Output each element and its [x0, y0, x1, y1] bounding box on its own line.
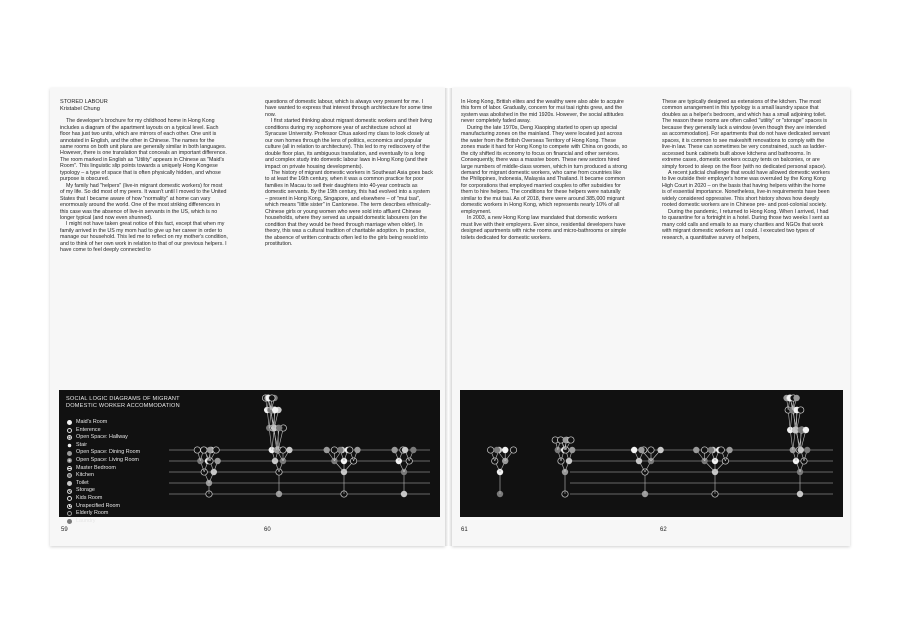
paragraph: The history of migrant domestic workers in Southeast Asia goes back to at least the 16th century, when it was a common practice for poor families in Macau to sell their daughters into 40-year contracts as domestic servants. By the 19th century, this had evolved into a system – present in Hong Kong, Singapore, and elsewhere – of "mui tsai", which means "little sister" in Cantonese. The term describes ethnically-Chinese girls or young women who were sold into affluent Chinese households, where they served as unpaid domestic labourers (on the condition that they would be freed through marriage when older). In theory, this was a cultural tradition of charitable adoption. In practice, the absence of written contracts often led to the girls being resold into prostitution.: [265, 169, 433, 247]
diagram-edge: [269, 428, 272, 450]
legend-label: Maid's Room: [76, 419, 108, 425]
legend-label: Master Bedroom: [76, 464, 116, 471]
social-logic-diagram-left: [59, 390, 440, 517]
diagram-node: [276, 425, 282, 431]
diagram-node: [331, 447, 337, 453]
diagram-node: [803, 427, 809, 433]
article-title: STORED LABOUR: [60, 99, 108, 105]
legend-label: Enterence: [76, 426, 101, 433]
diagram-node: [201, 447, 207, 453]
diagram-title: SOCIAL LOGIC DIAGRAMS OF MIGRANT DOMESTIC WORKER ACCOMMODATION: [66, 396, 180, 409]
diagram-node: [280, 447, 286, 453]
diagram-node: [510, 447, 516, 453]
diagram-node: [804, 447, 810, 453]
diagram-node: [568, 437, 574, 443]
legend-label: Toilet: [76, 479, 89, 486]
article-author: Kristabel Chung: [60, 105, 100, 112]
page-number: 59: [61, 527, 68, 533]
paragraph: The developer's brochure for my childhood home in Hong Kong includes a diagram of the apartment layouts on a typical level. Each floor has just two units, which are mirrors of each other. One unit is annotated in English, and the other in Chinese. The names for the same rooms on both unit plans are generally similar in both languages. However, there is one translation that conceals an important difference. The room marked in English as "Utility" appears in Chinese as "Maid's Room". This linguistic slip points towards a uniquely Hong Kongese typology – a type of space that is often physically hidden, and whose purpose is obscured.: [60, 118, 227, 183]
diagram-node: [324, 447, 330, 453]
legend-label: Storage: [76, 487, 95, 494]
legend-label: Elderly Room: [76, 510, 109, 517]
diagram-node: [638, 447, 644, 453]
diagram-node: [207, 447, 213, 453]
paragraph: questions of domestic labour, which is always very present for me. I have wanted to express that interest through architecture for some time now.: [265, 99, 433, 118]
legend-label: Open Space: Hallway: [76, 434, 128, 441]
diagram-node: [213, 447, 219, 453]
paragraph: In 2003, a new Hong Kong law mandated that domestic workers must live with their employers. Ever since, residential developers have designed apartments with niche rooms and micro-bathrooms or simple toilets dedicated for domestic workers.: [461, 215, 627, 241]
diagram-node: [487, 447, 493, 453]
page-number: 61: [461, 527, 468, 533]
diagram-node: [402, 447, 408, 453]
diagram-node: [726, 447, 732, 453]
diagram-panel-left: [59, 390, 440, 524]
diagram-node: [337, 447, 343, 453]
page-60-text: [265, 99, 433, 247]
paragraph: A recent judicial challenge that would have allowed domestic workers to live outside their employer's home was overruled by the Kong Kong High Court in 2020 – on the basis that having helpers within the home is of essential importance. Nonetheless, live-in requirements have been widely considered oppressive. This short history shows how deeply rooted domestic workers are in Chinese pre- and post-colonial society.: [662, 169, 830, 209]
diagram-node: [272, 407, 278, 413]
diagram-node: [657, 447, 663, 453]
legend-label: Open Space: Living Room: [76, 456, 139, 463]
center-gutter: [445, 88, 452, 546]
paragraph: My family had "helpers" (live-in migrant domestic workers) for most of my life. So did most of my peers. It wasn't until I moved to the United States that I became aware of how "normality" at home can vary enormously around the world. One of the most striking differences in this case was the absence of live-in servants in the US, which is no longer typical (and now even shunned).: [60, 182, 227, 221]
legend-label: Kids Room: [76, 494, 103, 501]
paragraph: During the pandemic, I returned to Hong Kong. When I arrived, I had to quarantine for a fortnight in a hotel. During those two weeks I sent as many cold calls and emails to as many charities and NGOs that work with migrant domestic workers as I could. I executed two types of research, a quantitative survey of helpers,: [662, 208, 830, 241]
diagram-node: [648, 447, 654, 453]
legend-item: [67, 518, 140, 526]
page-number: 62: [660, 527, 667, 533]
diagram-node: [793, 395, 799, 401]
diagram-node: [194, 447, 200, 453]
diagram-edge: [274, 428, 277, 450]
diagram-node: [693, 447, 699, 453]
legend-label: Open Space: Dining Room: [76, 449, 141, 456]
page-59-text: [60, 99, 228, 254]
diagram-node: [569, 447, 575, 453]
page-number: 60: [264, 527, 271, 533]
legend-swatch-icon: [67, 519, 72, 524]
legend-label: Unspecified Room: [76, 502, 121, 509]
legend-label: Stair: [76, 441, 88, 448]
diagram-node: [410, 447, 416, 453]
diagram-node: [718, 447, 724, 453]
diagram-node: [798, 407, 804, 413]
paragraph: I might not have taken great notice of this fact, except that when my family arrived in the US my mom had to give up her career in order to manage our household. This led me to reflect on my mother's condition, and to think of her own work in relation to that of our previous helpers. I have come to feel deeply connected to: [60, 221, 228, 254]
paragraph: In Hong Kong, British elites and the wealthy were also able to acquire this form of labor. Gradually, concern for mui tsai rights grew, and the system was abolished in the mid 1920s. However, the social attitudes never completely faded away.: [461, 99, 624, 125]
diagram-panel-right: [460, 390, 843, 517]
diagram-node: [631, 447, 637, 453]
social-logic-diagram-right: [460, 390, 843, 517]
page-61-text: [461, 99, 629, 241]
paragraph: These are typically designed as extensions of the kitchen. The most common arrangement in this typology is a small laundry space that doubles as a helper's bedroom, and which has a small adjoining toilet. The reason these rooms are often called "utility" or "storage" spaces is because they generally lack a window (even though they are intended as accommodation). For apartments that do not have dedicated servant spaces, it is common to see makeshift renovations to comply with the live-in law. These can sometimes be very constrained, such as ladder-accessed bunk cabinets built above kitchens and bathrooms. In extreme cases, domestic workers occupy tents on balconies, or are simply forced to sleep on the floor (with no dedicated personal space).: [662, 99, 830, 170]
legend-label: Kitchen: [76, 472, 94, 479]
diagram-node: [708, 447, 714, 453]
diagram-node: [701, 447, 707, 453]
diagram-node: [494, 447, 500, 453]
diagram-node: [347, 447, 353, 453]
article-heading: [60, 99, 228, 112]
diagram-node: [214, 458, 220, 464]
diagram-node: [269, 395, 275, 401]
legend-label: Laundry: [76, 517, 96, 524]
diagram-node: [502, 447, 508, 453]
page-62-text: [662, 99, 830, 241]
paragraph: I first started thinking about migrant domestic workers and their living conditions during my sophomore year of architecture school at Syracuse University. Professor Chua asked my class to look closely at our own homes through the lens of politics, economics and popular culture (all in relation to architecture). This led to my rediscovery of the double floor plan, its ambiguous translation, and eventually to a long and complex study into domestic labour laws in Hong Kong (and their impact on private housing developments).: [265, 118, 433, 170]
diagram-node: [354, 447, 360, 453]
diagram-node: [391, 447, 397, 453]
diagram-node: [286, 447, 292, 453]
paragraph: During the late 1970s, Deng Xiaoping started to open up special manufacturing zones on the mainland. They were located just across the water from the British Overseas Territory of Hong Kong. These zones made it hard for Hong Kong to compete with China on goods, so the city shifted its economy to focus on financial and other services. Consequently, there was a massive boom. These new sectors hired large numbers of middle-class women, which in turn produced a strong demand for migrant domestic workers, who came from countries like the Philippines, Indonesia, Malaysia and Thailand. It became common for corporations that employed married couples to offer subsidies for them to hire helpers. The conditions for these helpers were naturally similar to the mui tsai. As of 2018, there were around 385,000 migrant domestic workers in Hong Kong, which represents nearly 10% of all employment.: [461, 124, 628, 215]
